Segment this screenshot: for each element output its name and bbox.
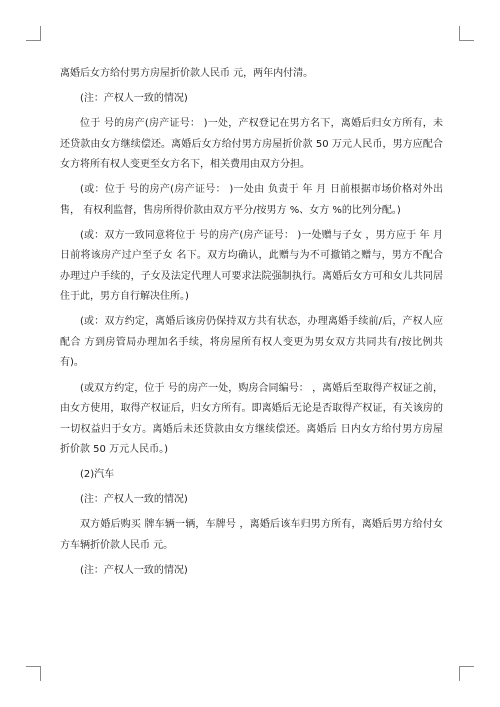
paragraph-4: (或：位于 号的房产(房产证号： )一处由 负责于 年 月 日前根据市场价格对外出售， 有权利监督，售房所得价款由双方平分/按男方 %、女方 %的比列分配。) xyxy=(60,184,443,216)
section-heading-car: (2)汽车 xyxy=(80,469,115,481)
paragraph-3: 位于 号的房产(房产证号： )一处，产权登记在男方名下，离婚后归女方所有，未还贷款由女方继续偿还。离婚后女方给付男方房屋折价款 50 万元人民币，男方应配合女方将所有权人变更至女方名下，相关费用由双方分担。 xyxy=(60,118,443,171)
paragraph-6: (或：双方约定，离婚后该房仍保持双方共有状态，办理离婚手续前/后，产权人应配合 方到房管局办理加名手续，将房屋所有权人变更为男女双方共同共有/按比例共有)。 xyxy=(60,316,443,369)
crop-mark-top-right xyxy=(459,26,474,41)
crop-mark-bottom-right xyxy=(459,666,474,681)
document-body xyxy=(60,64,443,586)
crop-mark-top-left xyxy=(26,26,41,41)
paragraph-7: (或双方约定，位于 号的房产一处，购房合同编号： ，离婚后至取得产权证之前，由女方使用，取得产权证后，归女方所有。即离婚后无论是否取得产权证，有关该房的一切权益归于女方。离婚后未还贷款由女方继续偿还。离婚后 日内女方给付男方房屋折价款 50 万元人民币。) xyxy=(60,382,443,456)
paragraph-9: (注：产权人一致的情况) xyxy=(80,494,188,506)
paragraph-11: (注：产权人一致的情况) xyxy=(80,564,188,576)
paragraph-10: 双方婚后购买 牌车辆一辆，车牌号 ，离婚后该车归男方所有，离婚后男方给付女方车辆折价款人民币 元。 xyxy=(60,519,443,551)
crop-mark-bottom-left xyxy=(26,666,41,681)
paragraph-1: 离婚后女方给付男方房屋折价款人民币 元，两年内付清。 xyxy=(60,68,314,79)
paragraph-5: (或：双方一致同意将位于 号的房产(房产证号： )一处赠与子女 ，男方应于 年 月 日前将该房产过户至子女 名下。双方均确认，此赠与为不可撤销之赠与，男方不配合办理过户手续的，子女及法定代理人可要求法院强制执行。离婚后女方可和女儿共同居住于此，男方自行解决住所。) xyxy=(60,229,443,303)
paragraph-2: (注：产权人一致的情况) xyxy=(80,93,188,105)
